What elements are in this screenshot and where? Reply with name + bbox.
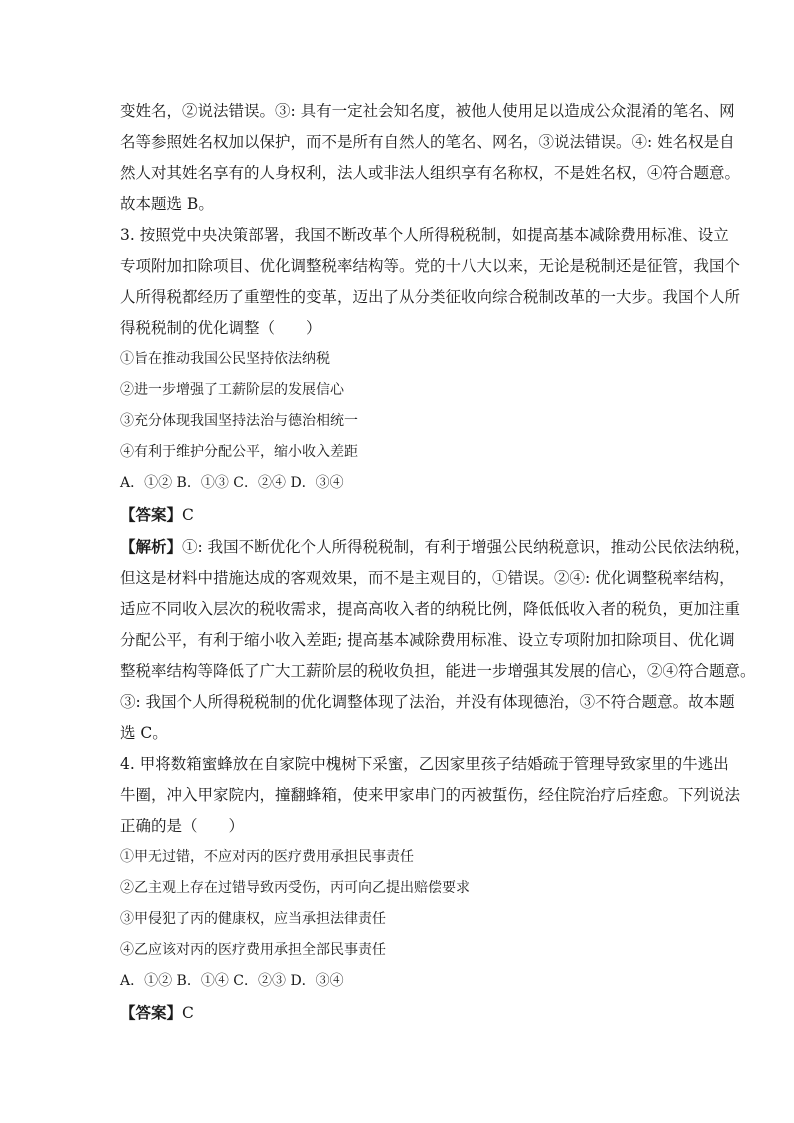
- answer-value: C: [182, 506, 194, 524]
- question-stem-line: 人所得税都经历了重塑性的变革，迈出了从分类征收向综合税制改革的一大步。我国个人所: [120, 288, 741, 306]
- analysis-line: ③: 我国个人所得税税制的优化调整体现了法治，并没有体现德治，③不符合题意。故本题: [120, 693, 735, 711]
- question-option: ①旨在推动我国公民坚持依法纳税: [120, 351, 330, 367]
- question-stem-line: 专项附加扣除项目、优化调整税率结构等。党的十八大以来，无论是税制还是征管，我国个: [120, 257, 741, 275]
- analysis-line: [120, 531, 751, 563]
- analysis-text: ①: 我国不断优化个人所得税税制，有利于增强公民纳税意识，推动公民依法纳税，: [182, 538, 751, 556]
- question-option: ②乙主观上存在过错导致丙受伤，丙可向乙提出赔偿要求: [120, 880, 470, 896]
- answer-line: [120, 997, 690, 1029]
- question-option: ③甲侵犯了丙的健康权，应当承担法律责任: [120, 911, 386, 927]
- question-stem-line: 牛圈，冲入甲家院内，撞翻蜂箱，使来甲家串门的丙被蜇伤，经住院治疗后痊愈。下列说法: [120, 786, 741, 804]
- prev-explanation: [120, 96, 741, 220]
- analysis-line: 分配公平，有利于缩小收入差距; 提高基本减除费用标准、设立专项附加扣除项目、优化调: [120, 631, 735, 649]
- question-option: ④有利于维护分配公平，缩小收入差距: [120, 444, 358, 460]
- question-stem-line: 正确的是（ ）: [120, 817, 245, 835]
- prev-explanation-line: 故本题选 B。: [120, 195, 214, 213]
- question-option: ③充分体现我国坚持法治与德治相统一: [120, 413, 358, 429]
- answer-value: C: [182, 1004, 194, 1022]
- analysis-line: 适应不同收入层次的税收需求，提高高收入者的纳税比例，降低低收入者的税负，更加注重: [120, 600, 741, 618]
- document-page: [120, 96, 756, 1029]
- question-4: [120, 749, 741, 1029]
- question-option: ②进一步增强了工薪阶层的发展信心: [120, 382, 344, 398]
- question-option: ④乙应该对丙的医疗费用承担全部民事责任: [120, 942, 386, 958]
- analysis-line: 选 C。: [120, 724, 168, 742]
- answer-choices: A．①② B．①③ C．②④ D．③④: [120, 475, 344, 491]
- question-stem-line: 4. 甲将数箱蜜蜂放在自家院中槐树下采蜜，乙因家里孩子结婚疏于管理导致家里的牛逃出: [120, 755, 729, 773]
- prev-explanation-line: 然人对其姓名享有的人身权利，法人或非法人组织享有名称权，不是姓名权，④符合题意。: [120, 164, 741, 182]
- answer-choices: A．①② B．①④ C．②③ D．③④: [120, 973, 344, 989]
- analysis-line: 整税率结构等降低了广大工薪阶层的税收负担，能进一步增强其发展的信心，②④符合题意。: [120, 662, 756, 680]
- question-stem-line: 3. 按照党中央决策部署，我国不断改革个人所得税税制，如提高基本减除费用标准、设立: [120, 226, 729, 244]
- answer-line: [120, 499, 690, 531]
- answer-label: 【答案】: [120, 505, 183, 524]
- analysis-label: 【解析】: [120, 537, 183, 556]
- question-stem-line: 得税税制的优化调整（ ）: [120, 319, 322, 337]
- prev-explanation-line: 名等参照姓名权加以保护，而不是所有自然人的笔名、网名，③说法错误。④: 姓名权是自: [120, 133, 735, 151]
- prev-explanation-line: 变姓名，②说法错误。③: 具有一定社会知名度，被他人使用足以造成公众混淆的笔名、网: [120, 102, 735, 120]
- analysis-line: 但这是材料中措施达成的客观效果，而不是主观目的，①错误。②④: 优化调整税率结构，: [120, 569, 735, 587]
- question-3: [120, 220, 756, 749]
- question-option: ①甲无过错，不应对丙的医疗费用承担民事责任: [120, 849, 414, 865]
- answer-label: 【答案】: [120, 1003, 183, 1022]
